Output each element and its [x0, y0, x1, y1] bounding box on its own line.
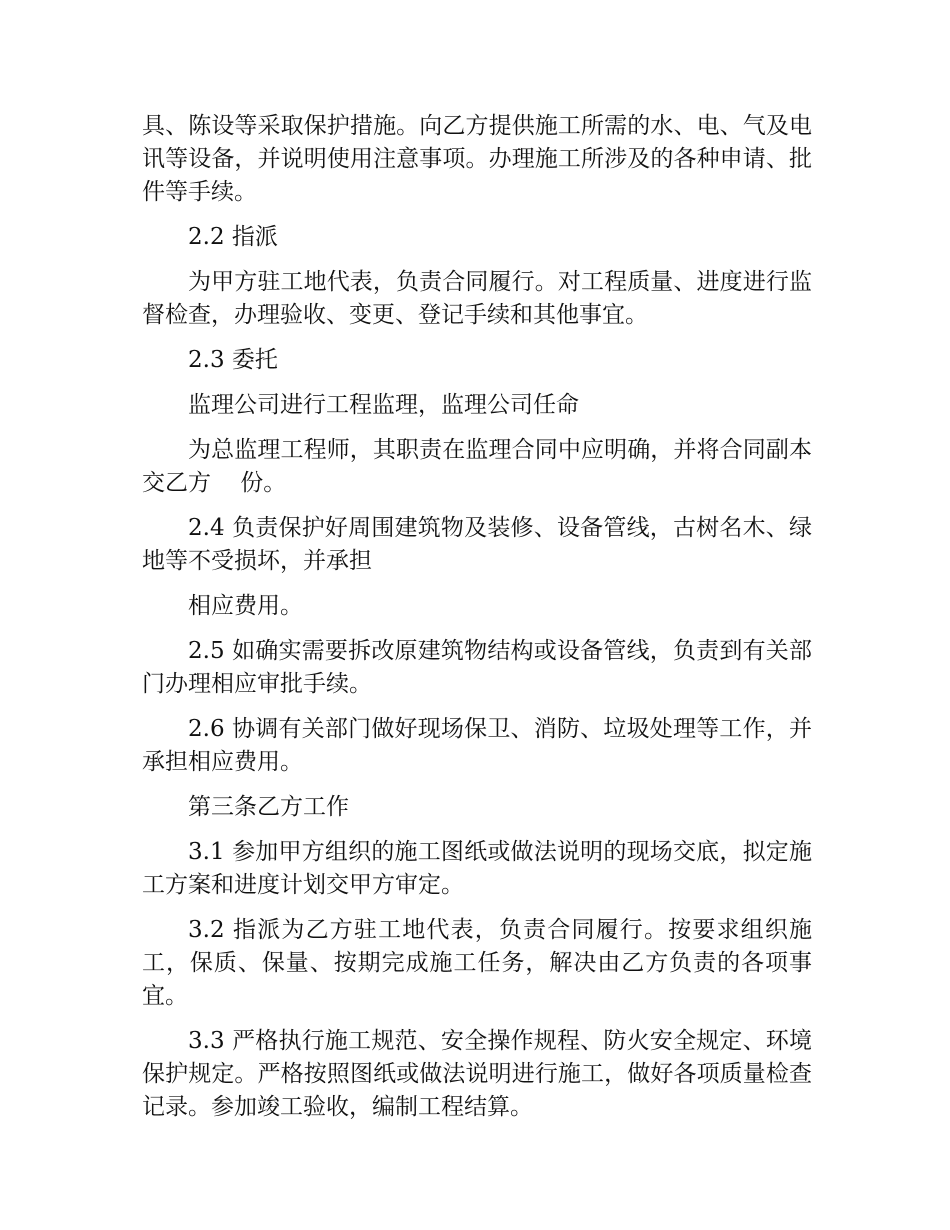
clause-2-4: 2.4 负责保护好周围建筑物及装修、设备管线，古树名木、绿地等不受损坏，并承担	[142, 515, 812, 574]
clause-2-2-heading: 2.2 指派	[188, 224, 278, 250]
clause-2-3-body: 为总监理工程师，其职责在监理合同中应明确，并将合同副本交乙方 份。	[142, 437, 812, 496]
article-3-heading: 第三条乙方工作	[188, 794, 349, 820]
clause-2-3-heading: 2.3 委托	[188, 347, 278, 373]
clause-3-1: 3.1 参加甲方组织的施工图纸或做法说明的现场交底，拟定施工方案和进度计划交甲方审定。	[142, 839, 812, 898]
document-body	[142, 110, 812, 1136]
clause-2-3-line: 监理公司进行工程监理，监理公司任命	[188, 392, 579, 418]
clause-2-5: 2.5 如确实需要拆改原建筑物结构或设备管线，负责到有关部门办理相应审批手续。	[142, 638, 812, 697]
clause-3-2: 3.2 指派为乙方驻工地代表，负责合同履行。按要求组织施工，保质、保量、按期完成施工任务，解决由乙方负责的各项事宜。	[142, 917, 812, 1009]
paragraph-continued: 具、陈设等采取保护措施。向乙方提供施工所需的水、电、气及电讯等设备，并说明使用注意事项。办理施工所涉及的各种申请、批件等手续。	[142, 113, 812, 205]
clause-2-4-continued: 相应费用。	[188, 593, 303, 619]
clause-2-2-body: 为甲方驻工地代表，负责合同履行。对工程质量、进度进行监督检查，办理验收、变更、登记手续和其他事宜。	[142, 269, 812, 328]
clause-3-3: 3.3 严格执行施工规范、安全操作规程、防火安全规定、环境保护规定。严格按照图纸或做法说明进行施工，做好各项质量检查记录。参加竣工验收，编制工程结算。	[142, 1028, 812, 1120]
clause-2-6: 2.6 协调有关部门做好现场保卫、消防、垃圾处理等工作，并承担相应费用。	[142, 716, 812, 775]
